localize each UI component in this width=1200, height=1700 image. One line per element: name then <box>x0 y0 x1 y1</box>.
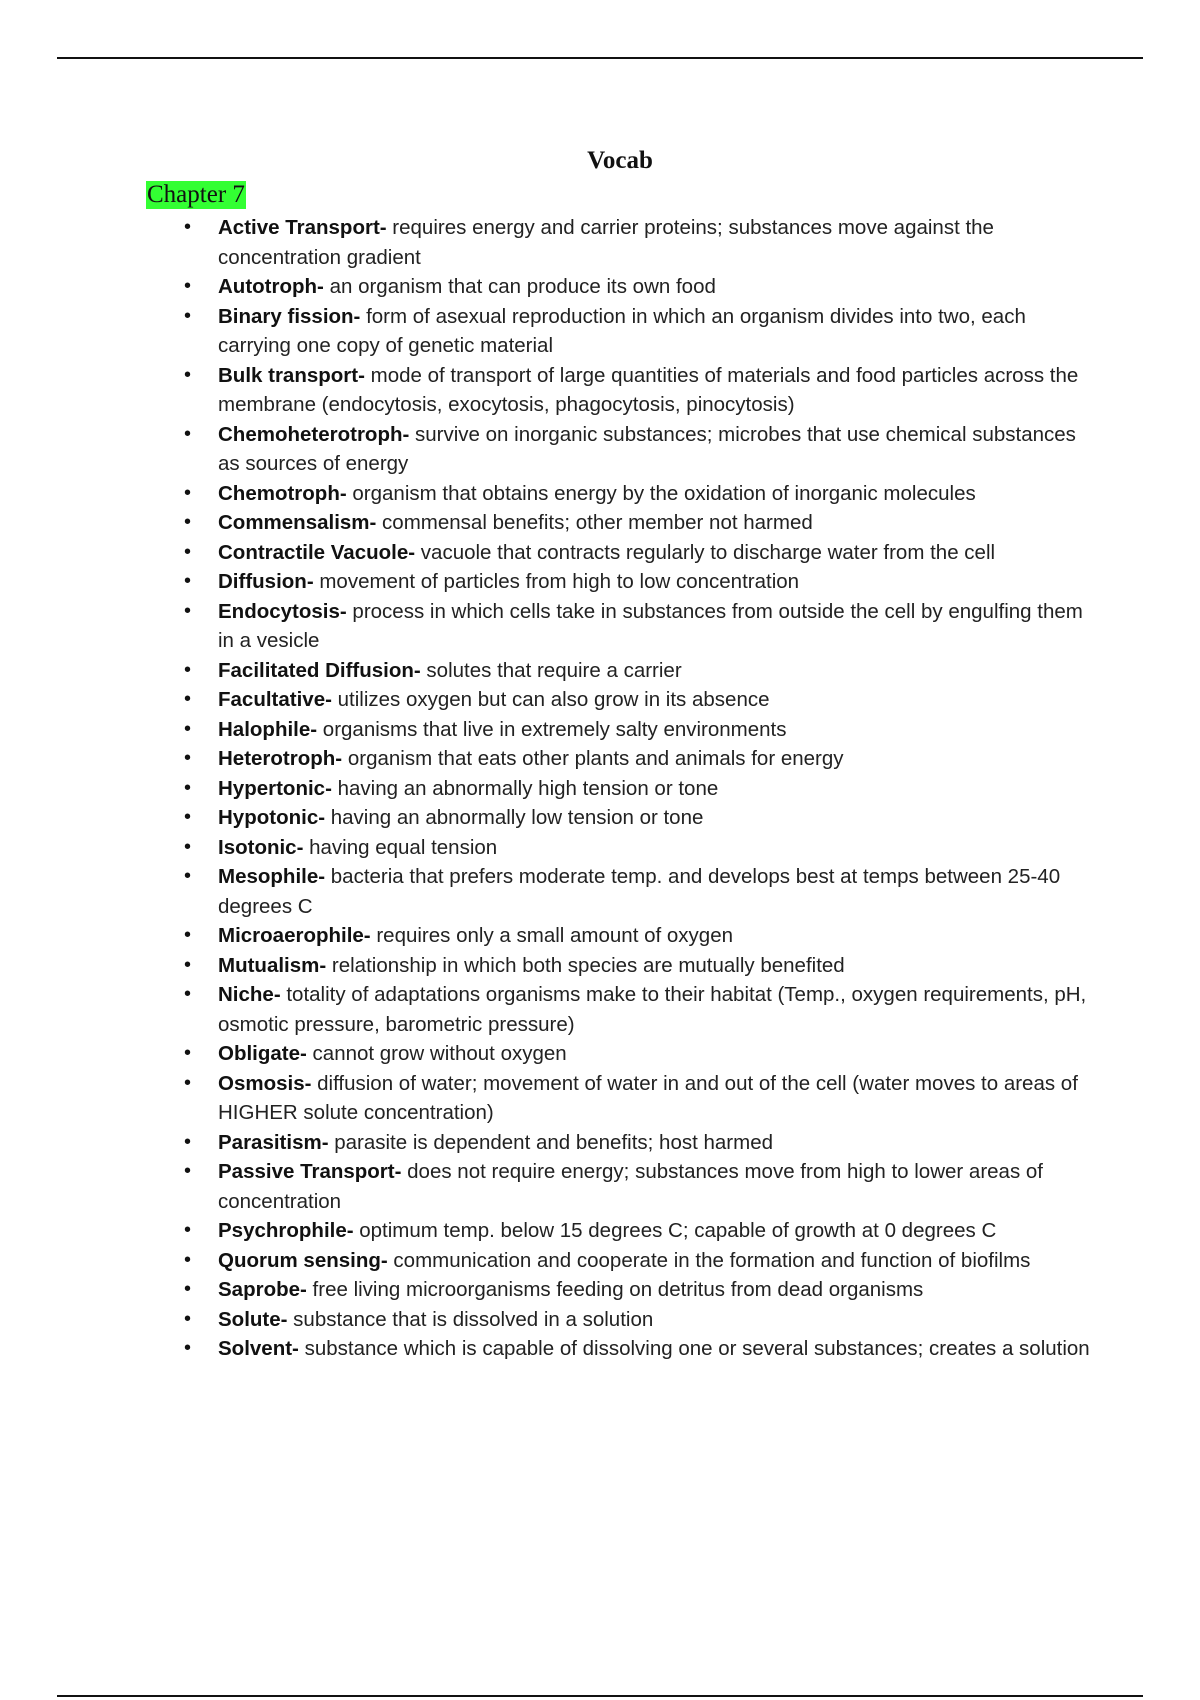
vocab-definition: organism that eats other plants and animals for energy <box>342 747 844 770</box>
vocab-term: Mutualism- <box>218 953 327 977</box>
bullet-icon: • <box>184 363 192 386</box>
vocab-item <box>184 597 1098 656</box>
bullet-icon: • <box>184 806 192 828</box>
vocab-term: Hypertonic- <box>218 776 332 800</box>
vocab-term: Quorum sensing- <box>218 1248 388 1272</box>
vocab-term: Psychrophile- <box>218 1219 354 1242</box>
vocab-definition: vacuole that contracts regularly to discharge water from the cell <box>415 540 996 564</box>
bullet-icon: • <box>184 275 192 297</box>
bullet-icon: • <box>184 216 192 238</box>
vocab-item <box>184 1157 1098 1216</box>
bullet-icon: • <box>184 599 192 622</box>
vocab-item <box>184 1128 1098 1158</box>
bullet-icon: • <box>184 1219 192 1241</box>
bullet-icon: • <box>184 570 192 592</box>
vocab-definition: organism that obtains energy by the oxidation of inorganic molecules <box>346 481 976 505</box>
vocab-definition: requires energy and carrier proteins; substances move against the concentration gradient <box>218 216 994 269</box>
vocab-term: Halophile- <box>218 717 318 741</box>
bullet-icon: • <box>184 1071 192 1094</box>
vocab-item <box>184 1305 1098 1335</box>
vocab-item <box>184 656 1098 686</box>
vocab-term: Chemoheterotroph- <box>218 422 410 446</box>
vocab-definition: bacteria that prefers moderate temp. and develops best at temps between 25-40 degrees C <box>218 865 1061 918</box>
vocab-item <box>184 508 1098 538</box>
bullet-icon: • <box>184 953 192 976</box>
vocab-item <box>184 1069 1098 1128</box>
vocab-definition: totality of adaptations organisms make to their habitat (Temp., oxygen requirements, pH, osmotic pressure, barometric pressure) <box>218 983 1087 1036</box>
bullet-icon: • <box>184 481 192 504</box>
vocab-term: Endocytosis- <box>218 599 347 623</box>
vocab-definition: survive on inorganic substances; microbes that use chemical substances as sources of energy <box>218 422 1076 475</box>
vocab-definition: organisms that live in extremely salty environments <box>317 717 787 741</box>
vocab-term: Binary fission- <box>218 304 361 328</box>
vocab-definition: form of asexual reproduction in which an organism divides into two, each carrying one copy of genetic material <box>218 304 1026 357</box>
vocab-term: Facultative- <box>218 688 332 711</box>
vocab-item <box>184 744 1098 774</box>
vocab-item <box>184 272 1098 302</box>
vocab-item <box>184 951 1098 981</box>
vocab-item <box>184 1334 1098 1364</box>
vocab-item <box>184 1216 1098 1246</box>
vocab-term: Parasitism- <box>218 1130 329 1154</box>
bullet-icon: • <box>184 1130 192 1153</box>
vocab-term: Heterotroph- <box>218 747 343 770</box>
vocab-item <box>184 921 1098 951</box>
bullet-icon: • <box>184 658 192 681</box>
vocab-term: Contractile Vacuole- <box>218 540 416 564</box>
bullet-icon: • <box>184 835 192 858</box>
vocab-term: Obligate- <box>218 1042 307 1065</box>
vocab-definition: having an abnormally low tension or tone <box>325 806 704 829</box>
vocab-term: Niche- <box>218 983 281 1006</box>
vocab-definition: relationship in which both species are mutually benefited <box>326 953 845 977</box>
vocab-term: Passive Transport- <box>218 1160 402 1183</box>
vocab-item <box>184 420 1098 479</box>
bullet-icon: • <box>184 422 192 445</box>
vocab-list <box>0 213 1200 1364</box>
vocab-item <box>184 361 1098 420</box>
bullet-icon: • <box>184 1337 192 1359</box>
vocab-item <box>184 1275 1098 1305</box>
bullet-icon: • <box>184 1160 192 1182</box>
vocab-term: Microaerophile- <box>218 924 371 947</box>
vocab-definition: process in which cells take in substances from outside the cell by engulfing them in a vesicle <box>218 599 1083 652</box>
vocab-item <box>184 862 1098 921</box>
bottom-rule <box>57 1695 1143 1697</box>
bullet-icon: • <box>184 924 192 946</box>
vocab-definition: movement of particles from high to low concentration <box>313 570 800 593</box>
vocab-term: Commensalism- <box>218 511 377 534</box>
vocab-term: Autotroph- <box>218 275 324 298</box>
top-rule <box>57 57 1143 59</box>
vocab-definition: optimum temp. below 15 degrees C; capable of growth at 0 degrees C <box>353 1219 997 1242</box>
vocab-term: Facilitated Diffusion- <box>218 658 421 682</box>
vocab-definition: parasite is dependent and benefits; host harmed <box>328 1130 773 1154</box>
bullet-icon: • <box>184 865 192 887</box>
vocab-term: Bulk transport- <box>218 363 365 387</box>
page-title: Vocab <box>587 147 653 174</box>
vocab-definition: does not require energy; substances move from high to lower areas of concentration <box>218 1160 1043 1213</box>
vocab-definition: utilizes oxygen but can also grow in its absence <box>331 688 770 711</box>
vocab-definition: diffusion of water; movement of water in and out of the cell (water moves to areas of HIGHER solute concentration) <box>218 1071 1078 1124</box>
vocab-item <box>184 980 1098 1039</box>
vocab-item <box>184 213 1098 272</box>
vocab-item <box>184 685 1098 715</box>
bullet-icon: • <box>184 717 192 740</box>
vocab-term: Isotonic- <box>218 835 304 859</box>
vocab-item <box>184 1039 1098 1069</box>
vocab-item <box>184 774 1098 804</box>
vocab-term: Mesophile- <box>218 865 326 888</box>
vocab-definition: mode of transport of large quantities of materials and food particles across the membrane (endocytosis, exocytosis, phagocytosis, pinocytosis) <box>218 363 1079 416</box>
bullet-icon: • <box>184 776 192 799</box>
bullet-icon: • <box>184 511 192 533</box>
vocab-term: Solute- <box>218 1307 288 1331</box>
bullet-icon: • <box>184 1042 192 1064</box>
bullet-icon: • <box>184 747 192 769</box>
vocab-definition: substance that is dissolved in a solution <box>287 1307 654 1331</box>
vocab-item <box>184 803 1098 833</box>
vocab-term: Diffusion- <box>218 570 314 593</box>
vocab-term: Chemotroph- <box>218 481 347 505</box>
vocab-term: Osmosis- <box>218 1071 312 1095</box>
vocab-definition: requires only a small amount of oxygen <box>370 924 733 947</box>
vocab-item <box>184 1246 1098 1276</box>
vocab-term: Hypotonic- <box>218 806 326 829</box>
vocab-term: Active Transport- <box>218 216 387 239</box>
bullet-icon: • <box>184 1307 192 1330</box>
vocab-item <box>184 302 1098 361</box>
vocab-definition: having an abnormally high tension or tone <box>331 776 719 800</box>
bullet-icon: • <box>184 540 192 563</box>
bullet-icon: • <box>184 983 192 1005</box>
vocab-item <box>184 479 1098 509</box>
bullet-icon: • <box>184 688 192 710</box>
vocab-term: Solvent- <box>218 1337 299 1360</box>
vocab-definition: having equal tension <box>303 835 498 859</box>
vocab-item <box>184 538 1098 568</box>
vocab-definition: cannot grow without oxygen <box>306 1042 567 1065</box>
vocab-definition: free living microorganisms feeding on detritus from dead organisms <box>306 1278 924 1301</box>
vocab-definition: communication and cooperate in the formation and function of biofilms <box>387 1248 1031 1272</box>
vocab-item <box>184 715 1098 745</box>
vocab-definition: substance which is capable of dissolving one or several substances; creates a solution <box>298 1337 1090 1360</box>
vocab-item <box>184 567 1098 597</box>
chapter-heading: Chapter 7 <box>147 181 245 208</box>
bullet-icon: • <box>184 1278 192 1300</box>
vocab-definition: commensal benefits; other member not harmed <box>376 511 813 534</box>
bullet-icon: • <box>184 304 192 327</box>
bullet-icon: • <box>184 1248 192 1271</box>
vocab-definition: solutes that require a carrier <box>420 658 682 682</box>
vocab-item <box>184 833 1098 863</box>
vocab-term: Saprobe- <box>218 1278 307 1301</box>
vocab-definition: an organism that can produce its own food <box>323 275 716 298</box>
